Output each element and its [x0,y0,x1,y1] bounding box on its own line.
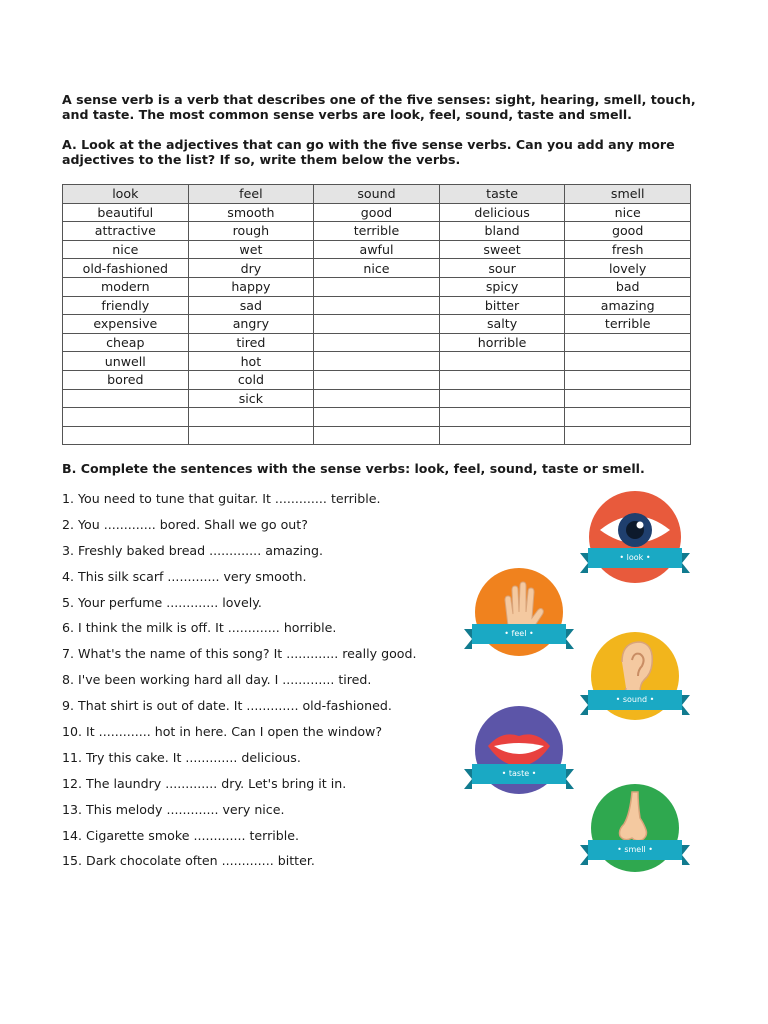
table-row [63,352,691,371]
list-item: 8. I've been working hard all day. I ............. tired. [62,672,372,688]
table-row [63,296,691,315]
list-item: 11. Try this cake. It ............. delicious. [62,749,301,765]
table-cell: unwell [63,352,189,371]
table-cell: good [314,203,440,222]
table-cell [439,408,565,427]
table-header-row [63,185,691,204]
sentence-list [62,490,417,878]
list-item: 14. Cigarette smoke ............. terrible. [62,827,300,843]
look-label: • look • [588,548,682,568]
hand-icon [472,568,566,662]
table-cell: horrible [439,333,565,352]
table-cell: angry [188,315,314,334]
table-cell: terrible [565,315,691,334]
table-row [63,259,691,278]
table-cell [439,389,565,408]
table-cell: hot [188,352,314,371]
table-cell: wet [188,240,314,259]
table-cell: rough [188,222,314,241]
table-row [63,408,691,427]
table-cell [63,426,189,445]
table-row [63,277,691,296]
eye-icon [588,490,682,584]
table-cell: nice [565,203,691,222]
table-header-cell: sound [314,185,440,204]
table-row [63,333,691,352]
table-cell [314,333,440,352]
table-row [63,370,691,389]
table-cell [188,426,314,445]
table-cell: amazing [565,296,691,315]
table-cell: sweet [439,240,565,259]
table-row [63,426,691,445]
table-row [63,389,691,408]
table-cell: good [565,222,691,241]
table-cell [314,296,440,315]
table-header-cell: feel [188,185,314,204]
table-cell [63,408,189,427]
list-item: 4. This silk scarf ............. very smooth. [62,568,307,584]
table-cell [565,408,691,427]
section-a-instruction: A. Look at the adjectives that can go with the five sense verbs. Can you add any more adjectives to the list? If so, write them below the verbs. [62,137,675,167]
table-cell [314,408,440,427]
table-cell: sad [188,296,314,315]
table-cell [565,333,691,352]
table-row [63,203,691,222]
list-item: 5. Your perfume ............. lovely. [62,594,262,610]
list-item: 2. You ............. bored. Shall we go out? [62,516,308,532]
list-item: 10. It ............. hot in here. Can I open the window? [62,724,383,740]
list-item: 6. I think the milk is off. It ............. horrible. [62,620,337,636]
table-cell: attractive [63,222,189,241]
table-cell [314,370,440,389]
table-cell [63,389,189,408]
table-cell [565,389,691,408]
table-cell: salty [439,315,565,334]
table-cell [565,426,691,445]
table-cell: cold [188,370,314,389]
table-cell: friendly [63,296,189,315]
table-cell: modern [63,277,189,296]
table-cell: bad [565,277,691,296]
ear-icon [588,632,682,726]
adjectives-table [62,184,691,445]
sound-badge [588,632,682,726]
table-cell: spicy [439,277,565,296]
table-cell: nice [63,240,189,259]
table-header-cell: taste [439,185,565,204]
table-cell: nice [314,259,440,278]
table-cell [439,426,565,445]
table-cell: expensive [63,315,189,334]
table-cell: bitter [439,296,565,315]
list-item: 9. That shirt is out of date. It ............. old-fashioned. [62,698,392,714]
table-header-cell: look [63,185,189,204]
feel-badge [472,568,566,662]
table-row [63,222,691,241]
table-cell: terrible [314,222,440,241]
table-cell [314,389,440,408]
list-item: 15. Dark chocolate often ............. bitter. [62,853,315,869]
table-cell [314,315,440,334]
table-cell: old-fashioned [63,259,189,278]
list-item: 1. You need to tune that guitar. It ............. terrible. [62,491,381,506]
table-cell [314,426,440,445]
table-cell: sick [188,389,314,408]
table-cell [314,277,440,296]
table-cell: awful [314,240,440,259]
table-cell: sour [439,259,565,278]
table-cell: beautiful [63,203,189,222]
smell-badge [588,784,682,878]
table-header-cell: smell [565,185,691,204]
table-cell [565,370,691,389]
table-cell [314,352,440,371]
table-cell: bland [439,222,565,241]
look-badge [588,490,682,584]
list-item: 7. What's the name of this song? It ............. really good. [62,646,417,662]
nose-icon [588,784,682,878]
sound-label: • sound • [588,690,682,710]
taste-label: • taste • [472,764,566,784]
smell-label: • smell • [588,840,682,860]
list-item: 12. The laundry ............. dry. Let's bring it in. [62,775,347,791]
section-b-instruction: B. Complete the sentences with the sense verbs: look, feel, sound, taste or smell. [62,461,645,476]
mouth-icon [472,706,566,800]
table-cell: happy [188,277,314,296]
table-cell: delicious [439,203,565,222]
list-item: 13. This melody ............. very nice. [62,801,285,817]
table-cell [565,352,691,371]
table-cell: tired [188,333,314,352]
table-cell: dry [188,259,314,278]
table-row [63,240,691,259]
table-cell [439,352,565,371]
table-cell [188,408,314,427]
list-item: 3. Freshly baked bread ............. amazing. [62,542,323,558]
table-cell: cheap [63,333,189,352]
table-cell [439,370,565,389]
intro-text: A sense verb is a verb that describes one of the five senses: sight, hearing, smell, touch, and taste. The most common sense verbs are look, feel, sound, taste and smell. [62,92,696,122]
table-cell: bored [63,370,189,389]
taste-badge [472,706,566,800]
table-cell: lovely [565,259,691,278]
feel-label: • feel • [472,624,566,644]
table-cell: smooth [188,203,314,222]
table-cell: fresh [565,240,691,259]
table-row [63,315,691,334]
